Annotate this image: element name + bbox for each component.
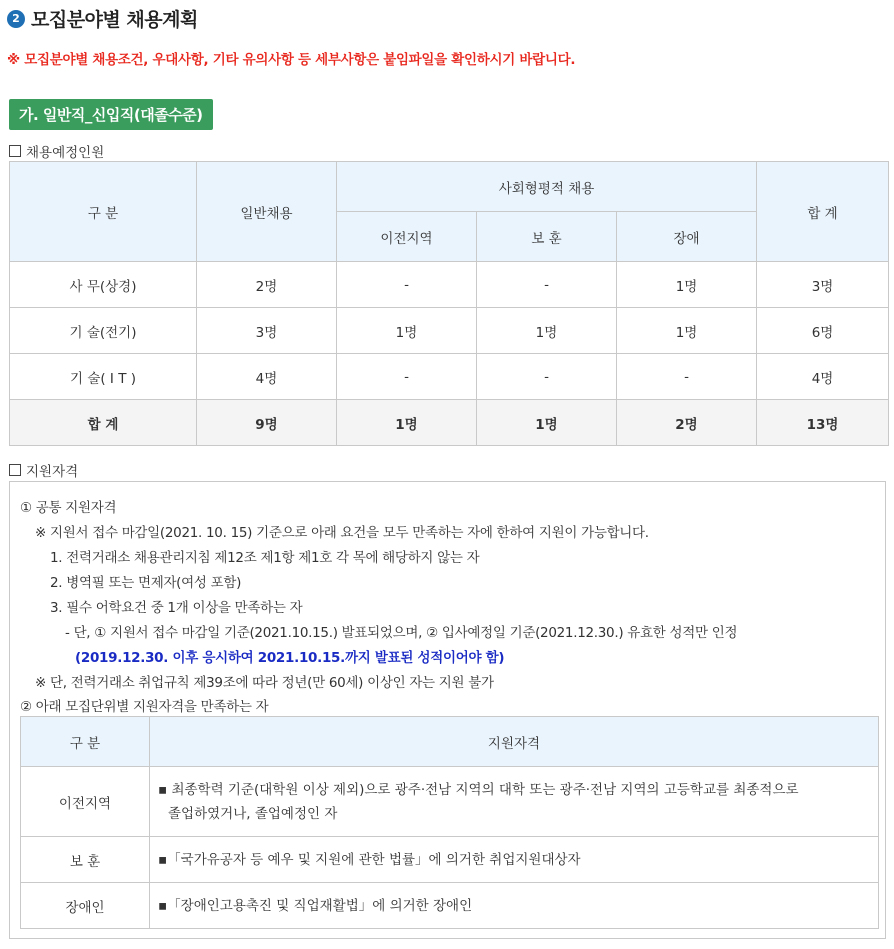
unit-qualification-table [20, 716, 879, 929]
cell: 1명 [617, 262, 757, 308]
cell: 1명 [617, 308, 757, 354]
qual-text-line: ▪ 최종학력 기준(대학원 이상 제외)으로 광주·전남 지역의 대학 또는 광주·전남 지역의 고등학교를 최종적으로 [158, 781, 799, 798]
cell: 9명 [197, 400, 337, 446]
cell: - [337, 354, 477, 400]
qualification-label [9, 460, 78, 480]
cell: - [477, 262, 617, 308]
qual-line-1: 1. 전력거래소 채용관리지침 제12조 제1항 제1호 각 목에 해당하지 않는 자 [50, 550, 480, 566]
cell-qualification: ▪「국가유공자 등 예우 및 지원에 관한 법률」에 의거한 취업지원대상자 [150, 837, 879, 883]
cell: 사 무(상경) [10, 262, 197, 308]
section-number-badge: 2 [7, 10, 25, 28]
cell: 합 계 [10, 400, 197, 446]
header-social: 사회형평적 채용 [337, 162, 757, 212]
header-qualification: 지원자격 [150, 717, 879, 767]
hiring-plan-table [9, 161, 889, 446]
qualification-label-text: 지원자격 [26, 464, 79, 480]
cell-category: 보 훈 [21, 837, 150, 883]
header-disabled: 장애 [617, 212, 757, 262]
cell: 4명 [757, 354, 889, 400]
cell: 1명 [337, 400, 477, 446]
section-title: 모집분야별 채용계획 [31, 9, 198, 31]
qualification-box [9, 481, 886, 939]
cell: 기 술(전기) [10, 308, 197, 354]
header-category: 구 분 [10, 162, 197, 262]
header-total: 합 계 [757, 162, 889, 262]
cell: 3명 [197, 308, 337, 354]
qual-line-3: 3. 필수 어학요건 중 1개 이상을 만족하는 자 [50, 600, 303, 616]
notice-text: ※ 모집분야별 채용조건, 우대사항, 기타 유의사항 등 세부사항은 붙임파일을 확인하시기 바랍니다. [7, 52, 576, 68]
square-bullet-icon [9, 145, 21, 157]
table-row [21, 883, 879, 929]
cell: 2명 [197, 262, 337, 308]
plan-label [9, 141, 104, 161]
cell: 기 술( I T ) [10, 354, 197, 400]
qual-line-age: ※ 단, 전력거래소 취업규칙 제39조에 따라 정년(만 60세) 이상인 자는 지원 불가 [35, 675, 494, 691]
cell: 13명 [757, 400, 889, 446]
header-veterans: 보 훈 [477, 212, 617, 262]
table-row [21, 837, 879, 883]
cell: 4명 [197, 354, 337, 400]
cell: 3명 [757, 262, 889, 308]
header-relocation: 이전지역 [337, 212, 477, 262]
qual-line-3-emphasis: (2019.12.30. 이후 응시하여 2021.10.15.까지 발표된 성적이어야 함) [75, 650, 505, 666]
qual-line-note: ※ 지원서 접수 마감일(2021. 10. 15) 기준으로 아래 요건을 모두 만족하는 자에 한하여 지원이 가능합니다. [35, 525, 649, 541]
cell-category: 이전지역 [21, 767, 150, 837]
cell: 2명 [617, 400, 757, 446]
cell: 1명 [477, 308, 617, 354]
cell: 1명 [337, 308, 477, 354]
qual-line-unit: ② 아래 모집단위별 지원자격을 만족하는 자 [20, 699, 269, 715]
cell-qualification: ▪「장애인고용촉진 및 직업재활법」에 의거한 장애인 [150, 883, 879, 929]
cell: - [477, 354, 617, 400]
table-row [21, 767, 879, 837]
cell: - [617, 354, 757, 400]
cell: - [337, 262, 477, 308]
plan-label-text: 채용예정인원 [26, 145, 105, 161]
section-heading [7, 5, 198, 32]
cell: 1명 [477, 400, 617, 446]
square-bullet-icon [9, 464, 21, 476]
qual-line-common: ① 공통 지원자격 [20, 500, 117, 516]
header-general: 일반채용 [197, 162, 337, 262]
table-row [10, 354, 889, 400]
cell: 6명 [757, 308, 889, 354]
table-row [10, 308, 889, 354]
total-row [10, 400, 889, 446]
category-badge: 가. 일반직_신입직(대졸수준) [9, 99, 213, 130]
qual-line-2: 2. 병역필 또는 면제자(여성 포함) [50, 575, 242, 591]
qual-text-line: 졸업하였거나, 졸업예정인 자 [168, 805, 338, 822]
cell-category: 장애인 [21, 883, 150, 929]
table-row [10, 262, 889, 308]
header-category: 구 분 [21, 717, 150, 767]
qual-line-3-detail: - 단, ① 지원서 접수 마감일 기준(2021.10.15.) 발표되었으며, ② 입사예정일 기준(2021.12.30.) 유효한 성적만 인정 [65, 625, 738, 641]
cell-qualification [150, 767, 879, 837]
